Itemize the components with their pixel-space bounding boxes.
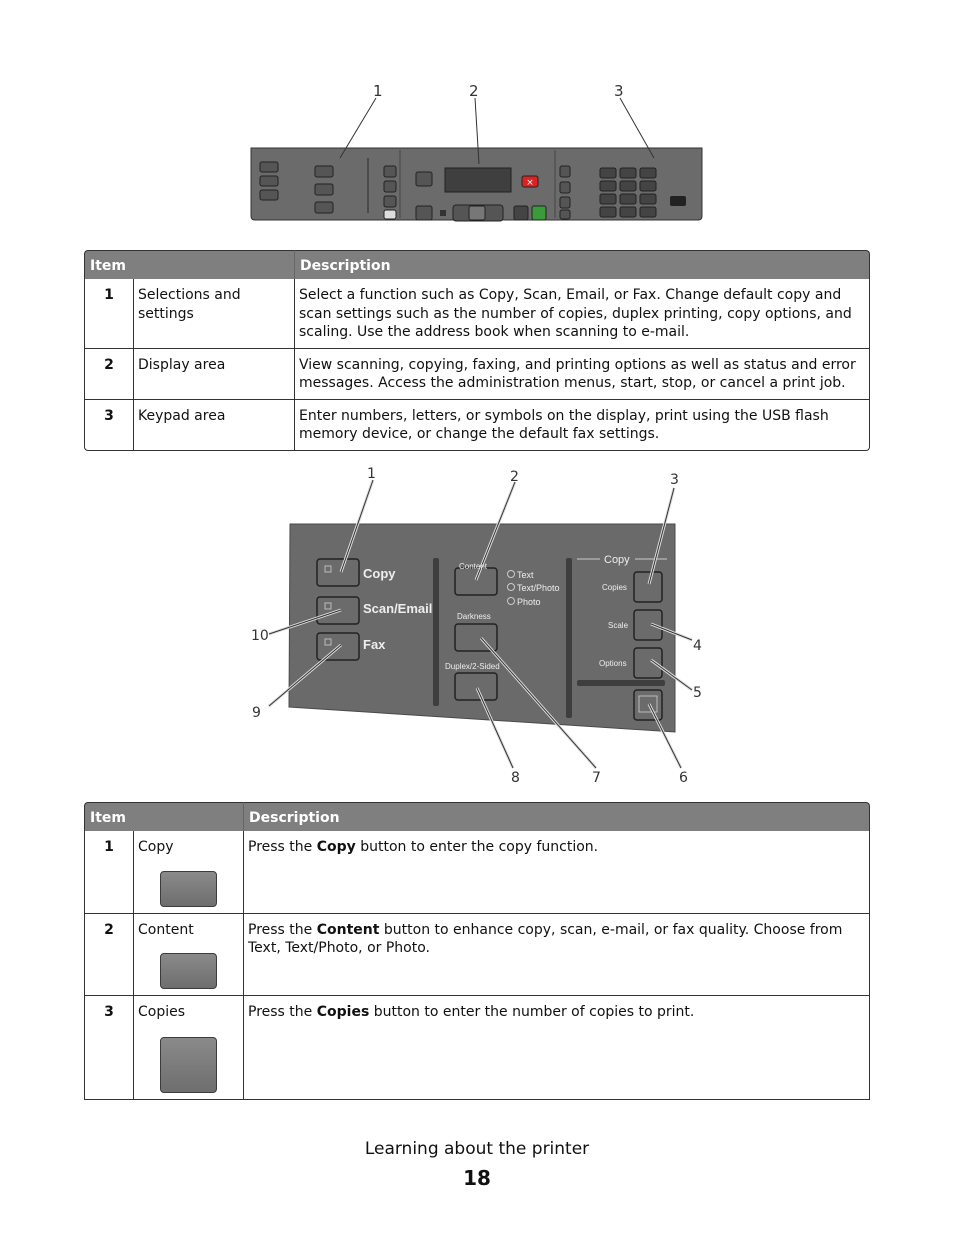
desc-text: Press the — [248, 1004, 317, 1020]
item-name-cell — [133, 914, 243, 997]
table-row — [84, 831, 870, 914]
callout-10: 10 — [251, 628, 269, 644]
copy-button-icon — [160, 871, 217, 907]
table-row — [84, 279, 870, 349]
callout-3: 3 — [670, 472, 679, 488]
fax-label: Fax — [363, 637, 386, 652]
callout-5: 5 — [693, 685, 702, 701]
item-number: 2 — [84, 914, 133, 997]
footer-section-title: Learning about the printer — [364, 1139, 590, 1159]
callout-6: 6 — [679, 770, 688, 786]
display-screen — [445, 168, 511, 192]
callout-1: 1 — [367, 466, 376, 482]
item-name: Display area — [133, 349, 294, 400]
item-description — [243, 914, 870, 997]
callout-4: 4 — [693, 638, 702, 654]
darkness-label: Darkness — [457, 612, 491, 621]
content-label: Content — [459, 562, 488, 571]
desc-text: Press the — [248, 839, 317, 855]
desc-bold: Copies — [316, 1004, 370, 1020]
table-row — [84, 914, 870, 997]
item-number: 3 — [84, 400, 133, 451]
item-description: View scanning, copying, faxing, and printing options as well as status and error messages. Access the administration menus, start, stop, or cancel a print job. — [294, 349, 870, 400]
selections-settings-illustration — [245, 462, 715, 792]
selections-settings-figure — [245, 462, 715, 792]
svg-text:×: × — [526, 178, 534, 188]
callout-3: 3 — [614, 82, 624, 100]
item-number: 2 — [84, 349, 133, 400]
callout-8: 8 — [511, 770, 520, 786]
usb-port — [670, 196, 686, 206]
copies-label: Copies — [602, 583, 627, 592]
desc-bold: Content — [316, 921, 380, 938]
buttons-table — [84, 802, 870, 1100]
item-name: Content — [138, 921, 194, 938]
item-name: Copy — [138, 839, 174, 855]
description-header: Description — [294, 250, 870, 279]
desc-bold: Copy — [316, 839, 356, 855]
options-label: Options — [599, 659, 627, 668]
desc-text: button to enhance copy, scan, e-mail, or fax quality. Choose from Text, Text/Photo, or Photo. — [248, 921, 843, 956]
callout-7: 7 — [592, 770, 601, 786]
start-button — [532, 206, 546, 220]
item-description — [243, 996, 870, 1100]
desc-text: button to enter the copy function. — [355, 839, 599, 855]
item-description: Select a function such as Copy, Scan, Email, or Fax. Change default copy and scan settings such as the number of copies, duplex printing, copy options, and scaling. Use the address book when scanning to e-mail. — [294, 279, 870, 349]
desc-text: button to enter the number of copies to print. — [369, 1004, 695, 1020]
copies-button-icon — [160, 1037, 217, 1093]
duplex-label: Duplex/2-Sided — [445, 662, 500, 671]
scan-email-label: Scan/Email — [363, 601, 433, 616]
item-name: Keypad area — [133, 400, 294, 451]
item-number: 3 — [84, 996, 133, 1100]
table-row — [84, 400, 870, 451]
item-description: Enter numbers, letters, or symbols on the display, print using the USB flash memory device, or change the default fax settings. — [294, 400, 870, 451]
callout-1: 1 — [373, 82, 383, 100]
item-name: Selections and settings — [133, 279, 294, 349]
page-number: 18 — [463, 1166, 491, 1190]
panel-areas-table — [84, 250, 870, 451]
item-number: 1 — [84, 831, 133, 914]
item-name: Copies — [138, 1004, 186, 1020]
copy-label: Copy — [363, 566, 396, 581]
copy-group-label: Copy — [604, 554, 630, 566]
scale-label: Scale — [608, 621, 629, 630]
item-number: 1 — [84, 279, 133, 349]
content-button-icon — [160, 953, 217, 989]
callout-9: 9 — [252, 705, 261, 721]
photo-option-label: Photo — [517, 597, 541, 607]
text-option-label: Text — [517, 570, 534, 580]
table-row — [84, 349, 870, 400]
item-name-cell — [133, 996, 243, 1100]
table-header-row — [84, 250, 870, 279]
callout-2: 2 — [510, 469, 519, 485]
text-photo-option-label: Text/Photo — [517, 583, 560, 593]
control-panel-illustration — [240, 78, 710, 238]
callout-2: 2 — [469, 82, 479, 100]
table-row — [84, 996, 870, 1100]
item-name-cell — [133, 831, 243, 914]
table-header-row — [84, 802, 870, 831]
item-description — [243, 831, 870, 914]
item-header: Item — [84, 802, 243, 831]
desc-text: Press the — [248, 921, 317, 938]
item-header: Item — [84, 250, 294, 279]
control-panel-figure — [240, 78, 710, 238]
description-header: Description — [243, 802, 870, 831]
